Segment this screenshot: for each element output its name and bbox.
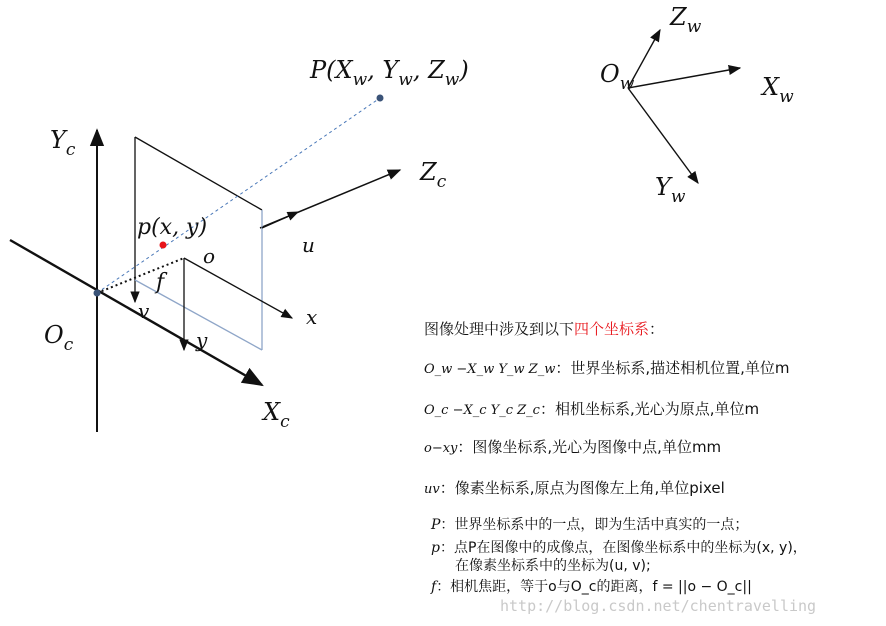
pixel-u-label: u: [302, 233, 315, 257]
camera-y-label: $Y_c$: [50, 126, 76, 160]
world-point-label: $P(X_w$, $Y_w$, $Z_w$): [310, 56, 469, 90]
image-plane-top: [135, 137, 262, 210]
note-focal-length: f：相机焦距，等于o与O_c的距离，f = ||o − O_c||: [431, 579, 752, 595]
world-point-marker: [377, 95, 384, 102]
note-image-point-cont: 在像素坐标系中的坐标为(u, v);: [455, 558, 651, 574]
image-point-label: p(x, y): [137, 215, 208, 240]
world-x-label: $X_w$: [762, 73, 794, 107]
note-image-point: p：点P在图像中的成像点，在图像坐标系中的坐标为(x, y)，: [431, 540, 807, 556]
watermark: http://blog.csdn.net/chentravelling: [500, 597, 817, 615]
focal-length-segment: [97, 258, 184, 293]
legend-intro: 图像处理中涉及到以下四个坐标系：: [424, 320, 665, 338]
pixel-v-label: v: [138, 299, 150, 323]
world-y-axis: [628, 88, 698, 183]
pixel-u-axis: [262, 212, 298, 228]
camera-x-label: $X_c$: [263, 398, 290, 432]
legend-item-image: o−xy：图像坐标系,光心为图像中点,单位mm: [424, 438, 722, 456]
image-x-axis: [184, 258, 292, 318]
legend-item-pixel: uv：像素坐标系,原点为图像左上角,单位pixel: [424, 479, 725, 497]
focal-length-label: f: [156, 270, 165, 295]
principal-point-label: o: [203, 244, 216, 268]
legend-item-world: O_w −X_w Y_w Z_w：世界坐标系,描述相机位置,单位m: [424, 359, 790, 377]
image-point-marker: [160, 242, 167, 249]
camera-x-axis: [10, 240, 262, 385]
world-x-axis: [628, 68, 740, 88]
camera-origin-label: $O_c$: [44, 321, 74, 355]
camera-origin-point: [94, 290, 101, 297]
image-x-label: x: [306, 305, 318, 329]
world-y-label: $Y_w$: [655, 173, 686, 207]
world-z-label: $Z_w$: [670, 3, 702, 37]
note-world-point: P：世界坐标系中的一点，即为生活中真实的一点；: [431, 517, 749, 533]
camera-z-label: $Z_c$: [420, 158, 447, 192]
image-y-label: y: [196, 328, 208, 352]
legend-item-camera: O_c −X_c Y_c Z_c：相机坐标系,光心为原点,单位m: [424, 400, 760, 418]
world-origin-label: $O_w$: [600, 60, 635, 94]
